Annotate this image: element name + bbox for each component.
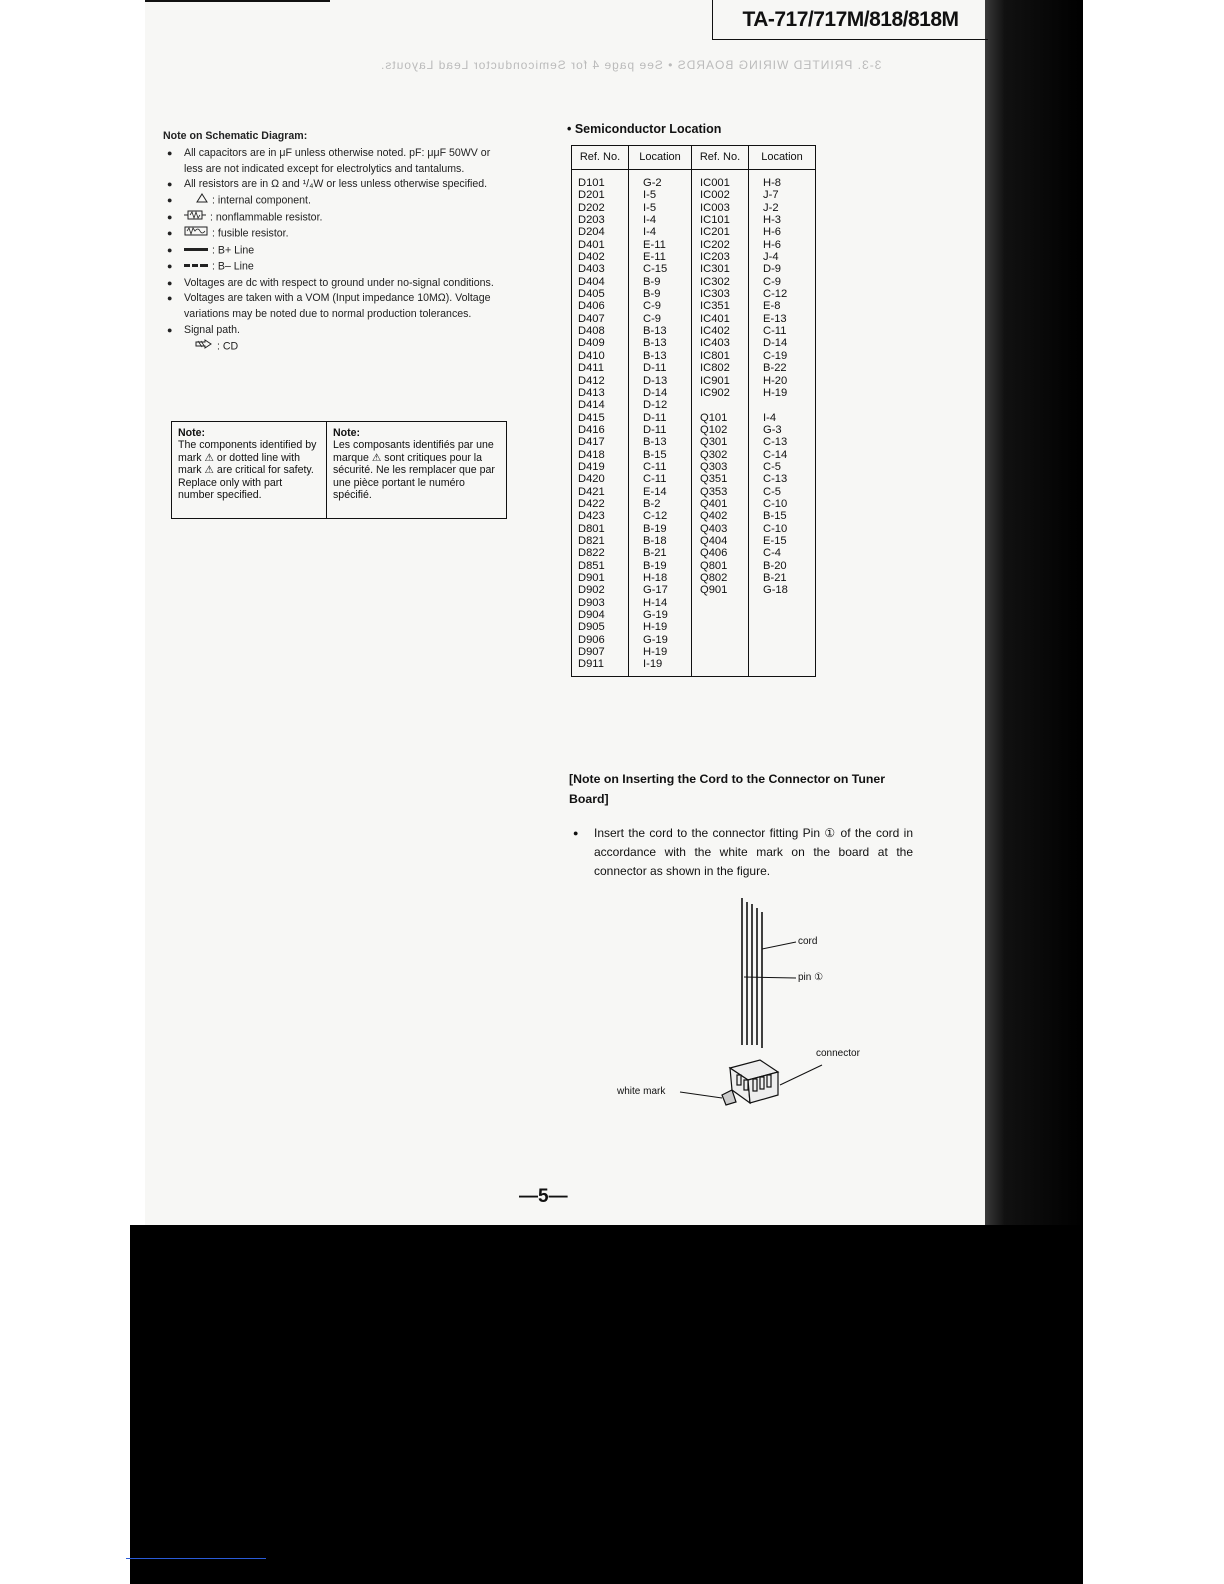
safety-note-en [172, 422, 327, 518]
table-cell: D907 [578, 646, 605, 659]
cord-note-body: Insert the cord to the connector fitting Pin ① of the cord in accordance with the white mark on the board at the connector as shown in the figure. [594, 826, 913, 878]
table-cell: D-14 [643, 386, 668, 399]
table-cell: D407 [578, 312, 605, 325]
table-cell: D403 [578, 263, 605, 276]
schematic-notes [163, 129, 508, 355]
table-cell: B-20 [763, 559, 787, 572]
triangle-icon [196, 193, 208, 209]
table-cell: IC802 [700, 362, 730, 375]
table-cell: D903 [578, 596, 605, 609]
table-cell: E-11 [643, 238, 666, 251]
table-cell [692, 399, 748, 411]
table-cell: I-4 [643, 214, 657, 227]
bullet-icon: ● [167, 293, 173, 304]
signal-path-cd [163, 339, 508, 356]
signal-path-cd-label: : CD [217, 340, 239, 353]
table-cell: D902 [578, 584, 605, 597]
table-cell: IC902 [700, 386, 730, 399]
table-cell: Q402 [700, 510, 728, 523]
table-cell: C-13 [763, 436, 788, 449]
blue-line [126, 1558, 266, 1559]
table-cell: C-9 [643, 312, 662, 325]
table-cell: Q101 [700, 411, 728, 424]
table-cell: IC201 [700, 226, 730, 239]
table-cell: C-9 [643, 300, 662, 313]
table-cell: Q802 [700, 572, 728, 584]
table-cell: E-15 [763, 534, 787, 547]
table-cell: D412 [578, 374, 605, 387]
table-cell: I-5 [643, 201, 657, 214]
page-number: —5— [519, 1186, 568, 1207]
cord-diagram [610, 890, 890, 1150]
scan-background [130, 1225, 1083, 1584]
bullet-icon: ● [167, 147, 173, 158]
safety-note-box [171, 421, 507, 519]
column-ref-1 [572, 146, 629, 676]
table-cell: D416 [578, 423, 605, 436]
table-cell: H-20 [763, 374, 788, 387]
scan-edge-shadow [985, 0, 1083, 1225]
note-text: Voltages are dc with respect to ground under no-signal conditions. [184, 276, 494, 289]
white-mark-label: white mark [617, 1086, 666, 1097]
column-location-1 [629, 146, 692, 676]
table-cell: Q801 [700, 559, 728, 572]
cord-note-title: [Note on Inserting the Cord to the Connector on Tuner Board] [569, 772, 886, 806]
table-cell: J-7 [763, 189, 779, 202]
table-cell: D420 [578, 473, 605, 486]
table-cell: IC001 [700, 177, 730, 189]
table-cell: D-11 [643, 423, 667, 436]
table-cell: D904 [578, 609, 605, 622]
semiconductor-title: • Semiconductor Location [567, 122, 722, 136]
table-cell: Q302 [700, 448, 728, 461]
bullet-icon: ● [167, 179, 173, 190]
table-cell: IC002 [700, 189, 730, 202]
table-cell: D404 [578, 275, 605, 288]
bullet-icon: ● [573, 828, 579, 838]
table-cell: I-5 [643, 189, 657, 202]
table-cell: D413 [578, 386, 605, 399]
table-cell: IC302 [700, 275, 730, 288]
table-cell: IC901 [700, 374, 730, 387]
table-cell: Q353 [700, 485, 728, 498]
connector-label: connector [816, 1048, 860, 1059]
bleed-through-text: 3-3. PRINTED WIRING BOARDS • See page 4 for Semiconductor Lead Layouts. [380, 58, 882, 72]
safety-note-fr-body: Les composants identifiés par une marque ⚠ sont critiques pour la sécurité. Ne les remplacer que par une pièce portant le numéro spécifié. [333, 439, 495, 502]
note-text: All resistors are in Ω and ¹/₄W or less unless otherwise specified. [184, 178, 488, 191]
table-cell: D418 [578, 448, 605, 461]
table-cell: D101 [578, 177, 605, 189]
table-cell: G-18 [763, 584, 788, 597]
table-cell: D821 [578, 534, 605, 547]
note-item [163, 177, 508, 193]
note-item [163, 226, 508, 243]
column-ref-2 [692, 146, 749, 676]
cord-note [573, 824, 913, 881]
table-cell: C-10 [763, 497, 788, 510]
table-cell: I-4 [643, 226, 657, 239]
table-cell: B-19 [643, 522, 667, 535]
table-cell: Q403 [700, 522, 728, 535]
table-cell: B-21 [763, 572, 787, 584]
b-plus-line-icon [184, 243, 208, 259]
note-text: : B– Line [212, 260, 254, 273]
table-cell: D801 [578, 522, 605, 535]
table-cell: C-5 [763, 485, 782, 498]
table-cell: B-21 [643, 547, 667, 560]
table-cell: D410 [578, 349, 605, 362]
table-cell: C-14 [763, 448, 788, 461]
table-cell: B-9 [643, 288, 661, 301]
table-cell: G-17 [643, 584, 668, 597]
table-cell: IC303 [700, 288, 730, 301]
table-cell: C-9 [763, 275, 782, 288]
table-cell: I-19 [643, 658, 663, 671]
table-cell: D411 [578, 362, 604, 375]
table-cell: H-6 [763, 238, 782, 251]
bullet-icon: ● [167, 325, 173, 336]
table-cell: D423 [578, 510, 605, 523]
table-cell: H-19 [643, 646, 668, 659]
table-cell: D-14 [763, 337, 788, 350]
bullet-icon: ● [167, 195, 173, 206]
note-item [163, 259, 508, 276]
nonflammable-resistor-icon [184, 210, 206, 226]
table-cell: E-13 [763, 312, 787, 325]
note-item [163, 243, 508, 260]
note-text: : fusible resistor. [212, 227, 289, 240]
note-text: Voltages are taken with a VOM (Input impedance 10MΩ). Voltage variations may be noted due to normal production tolerances. [184, 292, 491, 321]
table-cell: B-13 [643, 325, 667, 338]
table-cell: J-2 [763, 201, 779, 214]
table-cell: Q102 [700, 423, 728, 436]
table-cell: D417 [578, 436, 605, 449]
table-cell: Q301 [700, 436, 728, 449]
cord-label: cord [798, 936, 818, 947]
table-cell: G-19 [643, 609, 668, 622]
table-cell: B-22 [763, 362, 787, 375]
table-cell: H-3 [763, 214, 782, 227]
semiconductor-table [571, 145, 816, 677]
table-cell: C-11 [643, 460, 667, 473]
column-header: Location [749, 146, 815, 170]
note-text: : internal component. [212, 194, 311, 207]
table-cell [749, 399, 815, 411]
table-cell: Q901 [700, 584, 728, 597]
table-cell: Q351 [700, 473, 728, 486]
table-cell: D204 [578, 226, 605, 239]
table-cell: D414 [578, 399, 605, 412]
table-cell: D905 [578, 621, 605, 634]
bullet-icon: ● [167, 211, 173, 222]
bullet-icon: ● [167, 261, 173, 272]
table-cell: B-18 [643, 534, 667, 547]
table-cell: C-10 [763, 522, 788, 535]
note-text: : B+ Line [212, 244, 255, 257]
table-cell: H-6 [763, 226, 782, 239]
b-minus-line-icon [184, 259, 208, 275]
table-cell: H-8 [763, 177, 782, 189]
column-header: Ref. No. [572, 146, 628, 170]
table-cell: B-15 [643, 448, 667, 461]
table-cell: C-11 [643, 473, 667, 486]
table-cell: Q401 [700, 497, 728, 510]
safety-note-en-head: Note: [178, 427, 206, 439]
table-cell: C-12 [763, 288, 788, 301]
fusible-resistor-icon [184, 226, 208, 242]
table-cell: IC401 [700, 312, 730, 325]
table-cell: C-19 [763, 349, 788, 362]
table-cell: D-11 [643, 411, 667, 424]
table-cell: I-4 [763, 411, 777, 424]
safety-note-en-body: The components identified by mark ⚠ or dotted line with mark ⚠ are critical for safety. Replace only with part number specified. [178, 439, 317, 502]
safety-note-fr [327, 422, 506, 518]
schematic-notes-title: Note on Schematic Diagram: [163, 130, 308, 142]
table-cell: D415 [578, 411, 605, 424]
bullet-icon: ● [167, 277, 173, 288]
table-cell: B-13 [643, 349, 667, 362]
table-cell: J-4 [763, 251, 779, 264]
column-header: Location [629, 146, 691, 170]
column-location-2 [749, 146, 815, 676]
safety-note-fr-head: Note: [333, 427, 361, 439]
note-item [163, 291, 508, 323]
table-cell: IC402 [700, 325, 730, 338]
table-cell: D906 [578, 633, 605, 646]
top-rule [145, 0, 330, 2]
table-cell: C-15 [643, 263, 668, 276]
table-cell: Q404 [700, 534, 728, 547]
table-cell: D422 [578, 497, 605, 510]
table-cell: G-3 [763, 423, 782, 436]
table-cell: H-19 [643, 621, 668, 634]
table-cell: D911 [578, 658, 604, 671]
table-cell: IC003 [700, 201, 730, 214]
signal-arrow-icon [195, 339, 213, 355]
table-cell: C-13 [763, 473, 788, 486]
table-cell: IC351 [700, 300, 730, 313]
table-cell: D401 [578, 238, 605, 251]
cord-connector-figure [610, 890, 890, 1155]
table-cell: C-12 [643, 510, 668, 523]
table-cell: D408 [578, 325, 605, 338]
table-cell: G-19 [643, 633, 668, 646]
table-cell: D203 [578, 214, 605, 227]
note-item [163, 146, 508, 178]
table-cell: D419 [578, 460, 605, 473]
table-cell: D-9 [763, 263, 782, 276]
column-header: Ref. No. [692, 146, 748, 170]
note-text: All capacitors are in μF unless otherwise noted. pF: μμF 50WV or less are not indicated except for electrolytics and tantalums. [184, 146, 491, 175]
table-cell: B-9 [643, 275, 661, 288]
note-text: Signal path. [184, 324, 240, 337]
table-cell: B-19 [643, 559, 667, 572]
table-cell: H-18 [643, 572, 668, 584]
bullet-icon: ● [167, 244, 173, 255]
table-cell: B-13 [643, 337, 667, 350]
table-cell: G-2 [643, 177, 662, 189]
table-cell: E-8 [763, 300, 781, 313]
table-cell: H-19 [763, 386, 788, 399]
table-cell: E-11 [643, 251, 666, 264]
table-cell: Q303 [700, 460, 728, 473]
table-cell: D-11 [643, 362, 667, 375]
note-item [163, 323, 508, 339]
table-cell: C-4 [763, 547, 782, 560]
table-cell: IC301 [700, 263, 730, 276]
note-item [163, 193, 508, 210]
note-item [163, 276, 508, 292]
table-cell: C-11 [763, 325, 787, 338]
table-cell: D201 [578, 189, 605, 202]
note-item [163, 210, 508, 227]
table-cell: E-14 [643, 485, 667, 498]
bullet-icon: ● [167, 228, 173, 239]
table-cell: D202 [578, 201, 605, 214]
table-cell: IC801 [700, 349, 730, 362]
table-cell: B-2 [643, 497, 661, 510]
table-cell: D-12 [643, 399, 668, 412]
table-cell: D402 [578, 251, 605, 264]
table-cell: IC203 [700, 251, 730, 264]
model-title: TA-717/717M/818/818M [712, 0, 988, 40]
table-cell: IC101 [700, 214, 730, 227]
table-cell: Q406 [700, 547, 728, 560]
table-cell: D409 [578, 337, 605, 350]
table-cell: D421 [578, 485, 605, 498]
table-cell: B-13 [643, 436, 667, 449]
table-cell: H-14 [643, 596, 668, 609]
table-cell: D822 [578, 547, 605, 560]
table-cell: D405 [578, 288, 605, 301]
table-cell: C-5 [763, 460, 782, 473]
table-cell: D406 [578, 300, 605, 313]
table-cell: D851 [578, 559, 605, 572]
table-cell: D901 [578, 572, 605, 584]
table-cell: IC202 [700, 238, 730, 251]
table-cell: IC403 [700, 337, 730, 350]
pin-label: pin ① [798, 972, 824, 983]
note-text: : nonflammable resistor. [210, 211, 323, 224]
table-cell: D-13 [643, 374, 668, 387]
table-cell: B-15 [763, 510, 787, 523]
